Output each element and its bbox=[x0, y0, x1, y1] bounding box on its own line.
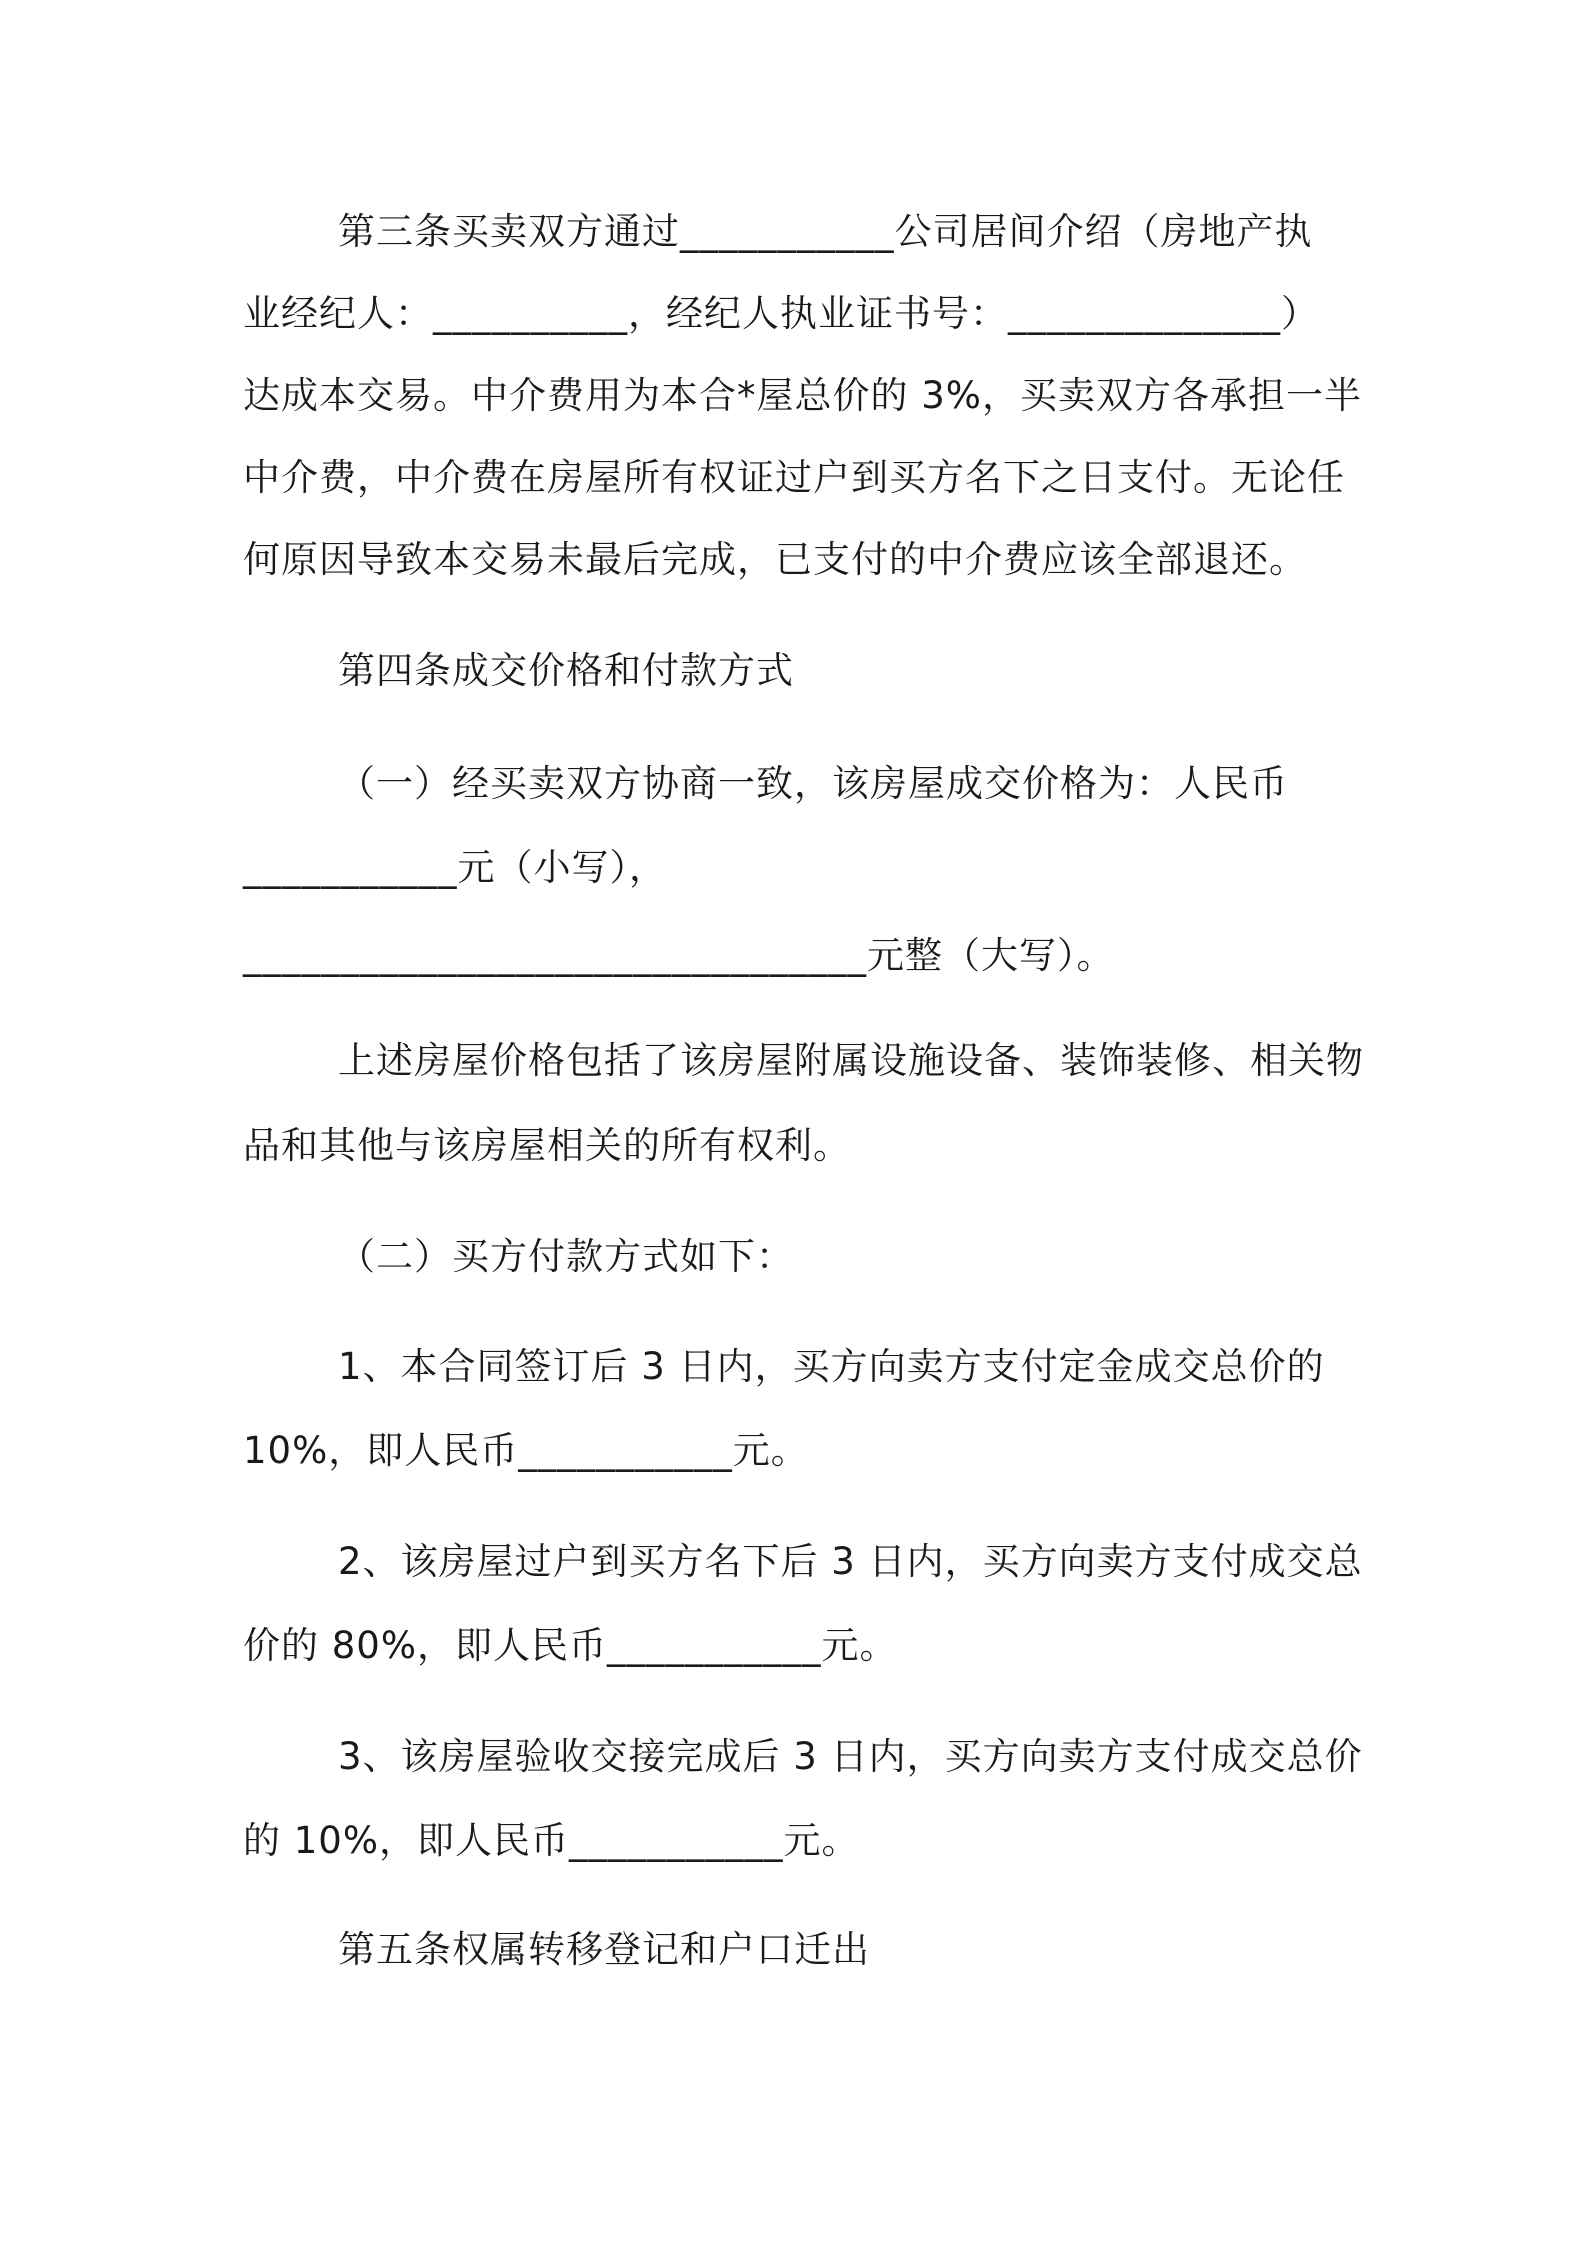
article-3-line-5: 何原因导致本交易未最后完成，已支付的中介费应该全部退还。 bbox=[243, 538, 1307, 581]
clause-1-line-1: （一）经买卖双方协商一致，该房屋成交价格为：人民币 bbox=[338, 762, 1288, 805]
article-3-line-2: 业经纪人：__________，经纪人执业证书号：______________） bbox=[243, 292, 1319, 335]
article-3-line-4: 中介费，中介费在房屋所有权证过户到买方名下之日支付。无论任 bbox=[243, 456, 1345, 499]
clause-2-heading: （二）买方付款方式如下： bbox=[338, 1235, 794, 1278]
payment-3-line-2: 的 10%，即人民币___________元。 bbox=[243, 1819, 860, 1862]
payment-2-line-1: 2、该房屋过户到买方名下后 3 日内，买方向卖方支付成交总 bbox=[338, 1540, 1363, 1583]
clause-1-line-3: ________________________________元整（大写）。 bbox=[243, 934, 1115, 977]
article-5-heading: 第五条权属转移登记和户口迁出 bbox=[338, 1928, 870, 1971]
price-note-line-2: 品和其他与该房屋相关的所有权利。 bbox=[243, 1124, 851, 1167]
payment-1-line-2: 10%，即人民币___________元。 bbox=[243, 1429, 809, 1472]
payment-3-line-1: 3、该房屋验收交接完成后 3 日内，买方向卖方支付成交总价 bbox=[338, 1735, 1363, 1778]
article-3-line-3: 达成本交易。中介费用为本合*屋总价的 3%，买卖双方各承担一半 bbox=[243, 374, 1362, 417]
payment-1-line-1: 1、本合同签订后 3 日内，买方向卖方支付定金成交总价的 bbox=[338, 1345, 1325, 1388]
clause-1-line-2: ___________元（小写）， bbox=[243, 846, 667, 889]
payment-2-line-2: 价的 80%，即人民币___________元。 bbox=[243, 1624, 898, 1667]
article-3-line-1: 第三条买卖双方通过___________公司居间介绍（房地产执 bbox=[338, 210, 1313, 253]
article-4-heading: 第四条成交价格和付款方式 bbox=[338, 649, 794, 692]
price-note-line-1: 上述房屋价格包括了该房屋附属设施设备、装饰装修、相关物 bbox=[338, 1039, 1364, 1082]
